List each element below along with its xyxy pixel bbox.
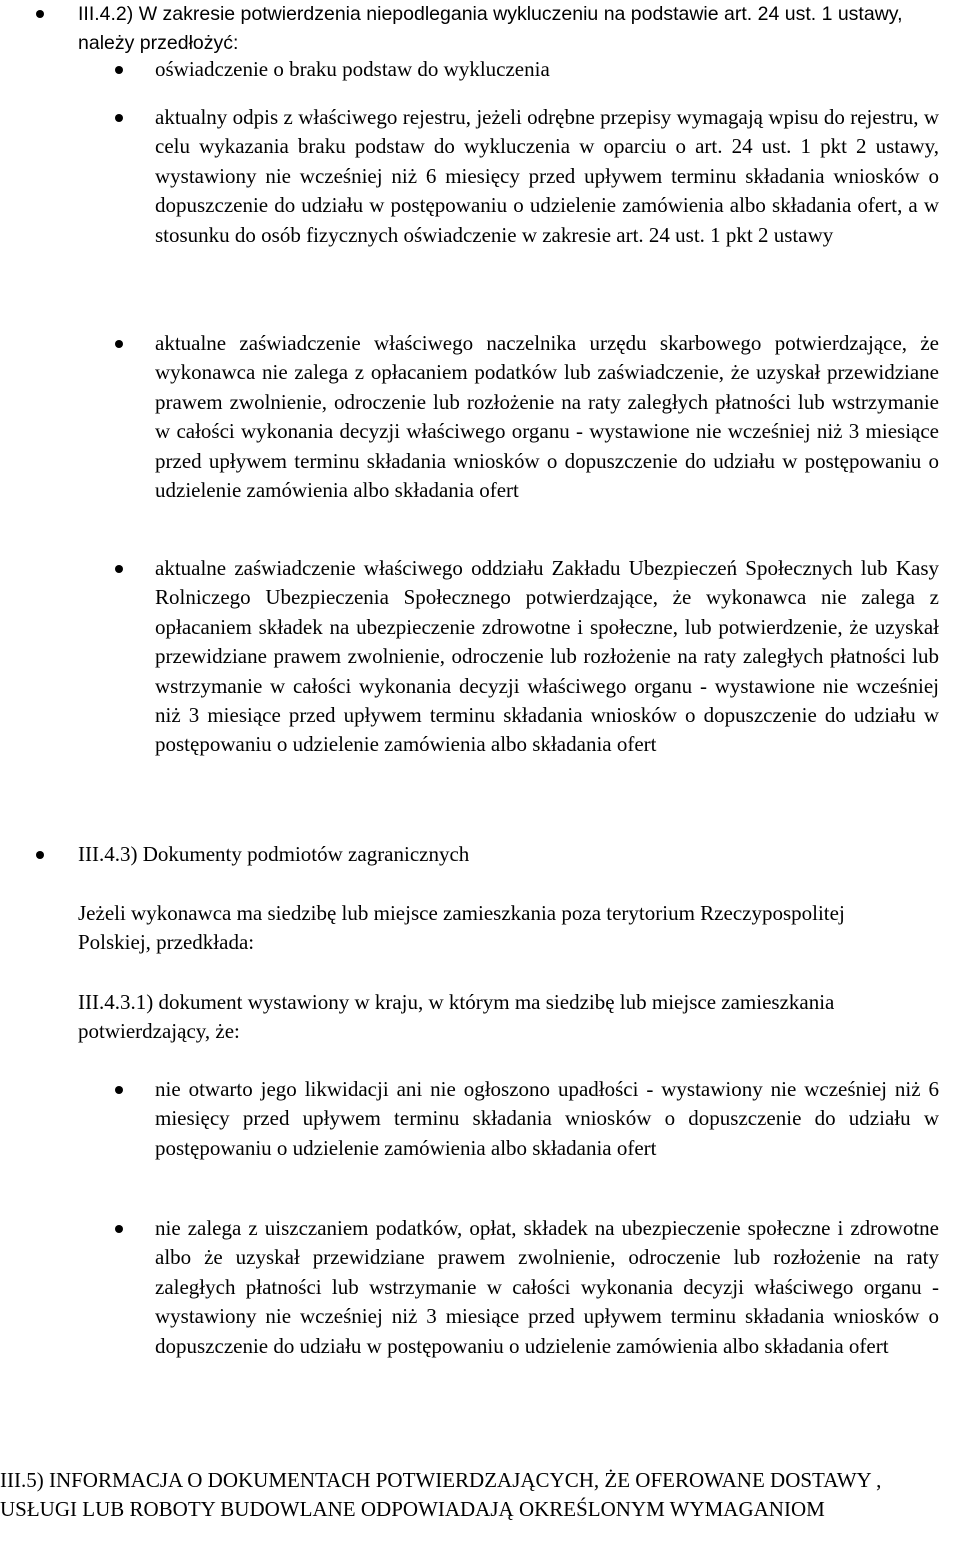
bullet-icon — [115, 565, 123, 573]
list-item: nie otwarto jego likwidacji ani nie ogłoszono upadłości - wystawiony nie wcześniej niż 6 miesięcy przed upływem terminu składania wniosków o dopuszczenie do udziału w postępowaniu o udzielenie zamówienia albo składania ofert — [155, 1077, 939, 1160]
bullet-icon — [115, 66, 123, 74]
bullet-icon — [115, 1225, 123, 1233]
section-5-heading: III.5) INFORMACJA O DOKUMENTACH POTWIERDZAJĄCYCH, ŻE OFEROWANE DOSTAWY , USŁUGI LUB ROBOTY BUDOWLANE ODPOWIADAJĄ OKREŚLONYM WYMAGANIOM — [0, 1468, 882, 1522]
section-4-3-heading: III.4.3) Dokumenty podmiotów zagranicznych — [78, 842, 470, 866]
bullet-icon — [36, 10, 44, 18]
bullet-icon — [115, 1086, 123, 1094]
section-4-2-heading: III.4.2) W zakresie potwierdzenia niepodlegania wykluczeniu na podstawie art. 24 ust. 1 ustawy, należy przedłożyć: — [78, 3, 903, 54]
list-item: oświadczenie o braku podstaw do wykluczenia — [155, 57, 550, 81]
list-item: aktualne zaświadczenie właściwego naczelnika urzędu skarbowego potwierdzające, że wykonawca nie zalega z opłacaniem podatków lub zaświadczenie, że uzyskał przewidziane prawem zwolnienie, odroczenie lub rozłożenie na raty zaległych płatności lub wstrzymanie w całości wykonania decyzji właściwego organu - wystawione nie wcześniej niż 3 miesiące przed upływem terminu składania wniosków o dopuszczenie do udziału w postępowaniu o udzielenie zamówienia albo składania ofert — [155, 331, 939, 503]
bullet-icon — [115, 114, 123, 122]
section-4-3-1-heading: III.4.3.1) dokument wystawiony w kraju, w którym ma siedzibę lub miejsce zamieszkania potwierdzający, że: — [78, 990, 835, 1044]
list-item: aktualne zaświadczenie właściwego oddziału Zakładu Ubezpieczeń Społecznych lub Kasy Rolniczego Ubezpieczenia Społecznego potwierdzające, że wykonawca nie zalega z opłacaniem składek na ubezpieczenie zdrowotne i społeczne, lub potwierdzenie, że uzyskał przewidziane prawem zwolnienie, odroczenie lub rozłożenie na raty zaległych płatności lub wstrzymanie w całości wykonania decyzji właściwego organu - wystawione nie wcześniej niż 3 miesiące przed upływem terminu składania wniosków o dopuszczenie do udziału w postępowaniu o udzielenie zamówienia albo składania ofert — [155, 556, 939, 757]
bullet-icon — [36, 851, 44, 859]
list-item: nie zalega z uiszczaniem podatków, opłat, składek na ubezpieczenie społeczne i zdrowotne albo że uzyskał przewidziane prawem zwolnienie, odroczenie lub rozłożenie na raty zaległych płatności lub wstrzymanie w całości wykonania decyzji właściwego organu - wystawiony nie wcześniej niż 3 miesiące przed upływem terminu składania wniosków o dopuszczenie do udziału w postępowaniu o udzielenie zamówienia albo składania ofert — [155, 1216, 939, 1358]
section-4-3-intro: Jeżeli wykonawca ma siedzibę lub miejsce zamieszkania poza terytorium Rzeczypospolitej Polskiej, przedkłada: — [78, 901, 845, 955]
bullet-icon — [115, 340, 123, 348]
list-item: aktualny odpis z właściwego rejestru, jeżeli odrębne przepisy wymagają wpisu do rejestru, w celu wykazania braku podstaw do wykluczenia w oparciu o art. 24 ust. 1 pkt 2 ustawy, wystawiony nie wcześniej niż 6 miesięcy przed upływem terminu składania wniosków o dopuszczenie do udziału w postępowaniu o udzielenie zamówienia albo składania ofert, a w stosunku do osób fizycznych oświadczenie w zakresie art. 24 ust. 1 pkt 2 ustawy — [155, 105, 939, 247]
